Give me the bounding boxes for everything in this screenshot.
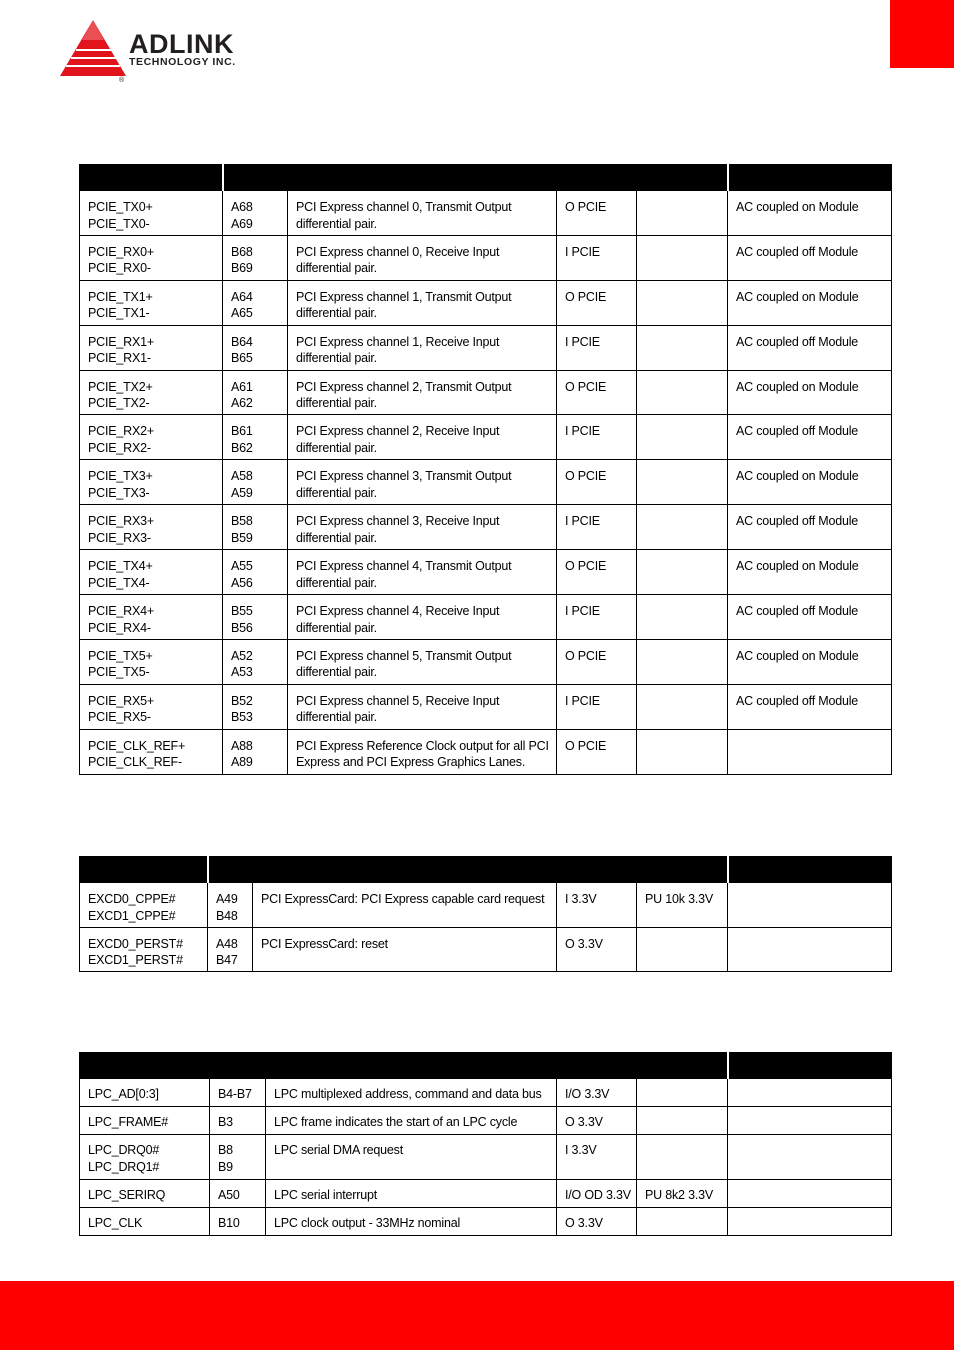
table-row (80, 1135, 892, 1180)
description-cell: PCI Express channel 4, Transmit Output differential pair. (288, 550, 557, 595)
header-cell (728, 1052, 892, 1079)
description-cell: PCI Express channel 1, Receive Input differential pair. (288, 325, 557, 370)
pin-number-cell: B52 B53 (223, 684, 288, 729)
pin-number-cell: B3 (210, 1107, 266, 1135)
comment-cell: AC coupled on Module (728, 460, 892, 505)
description-cell: PCI Express channel 4, Receive Input differential pair. (288, 595, 557, 640)
header-cell (728, 856, 892, 883)
pin-number-cell: A58 A59 (223, 460, 288, 505)
comment-cell (728, 1208, 892, 1236)
comment-cell: AC coupled off Module (728, 415, 892, 460)
table-row (80, 191, 892, 236)
table-row (80, 595, 892, 640)
table-row (80, 1107, 892, 1135)
pu-pd-cell (637, 370, 728, 415)
io-type-cell: I PCIE (557, 505, 637, 550)
pu-pd-cell: PU 10k 3.3V (637, 883, 728, 928)
header-cell (728, 164, 892, 191)
signal-name-cell: LPC_DRQ0# LPC_DRQ1# (80, 1135, 210, 1180)
io-type-cell: I PCIE (557, 325, 637, 370)
comment-cell: AC coupled on Module (728, 639, 892, 684)
pin-number-cell: A61 A62 (223, 370, 288, 415)
adlink-logo (56, 18, 271, 88)
pu-pd-cell (637, 1135, 728, 1180)
header-cell (80, 856, 208, 883)
table-header-row (80, 1052, 892, 1079)
io-type-cell: O PCIE (557, 191, 637, 236)
io-type-cell: O 3.3V (557, 927, 637, 972)
signal-name-cell: EXCD0_PERST# EXCD1_PERST# (80, 927, 208, 972)
pin-number-cell: B61 B62 (223, 415, 288, 460)
signal-name-cell: PCIE_RX1+ PCIE_RX1- (80, 325, 223, 370)
io-type-cell: I/O 3.3V (557, 1079, 637, 1107)
logo-registered-mark: ® (119, 77, 125, 84)
pin-number-cell: B68 B69 (223, 235, 288, 280)
description-cell: LPC clock output - 33MHz nominal (266, 1208, 557, 1236)
io-type-cell: O PCIE (557, 370, 637, 415)
io-type-cell: O 3.3V (557, 1208, 637, 1236)
pin-number-cell: B58 B59 (223, 505, 288, 550)
table-row (80, 325, 892, 370)
pcie-signals-table (79, 164, 892, 775)
io-type-cell: I 3.3V (557, 883, 637, 928)
signal-name-cell: LPC_SERIRQ (80, 1180, 210, 1208)
io-type-cell: I PCIE (557, 595, 637, 640)
table-row (80, 460, 892, 505)
logo-mark-icon (60, 20, 126, 76)
io-type-cell: O PCIE (557, 550, 637, 595)
comment-cell (728, 1180, 892, 1208)
header-cell (208, 856, 728, 883)
description-cell: PCI ExpressCard: PCI Express capable card request (253, 883, 557, 928)
io-type-cell: I PCIE (557, 684, 637, 729)
pin-number-cell: A55 A56 (223, 550, 288, 595)
footer-bar (0, 1281, 954, 1350)
signal-name-cell: PCIE_RX4+ PCIE_RX4- (80, 595, 223, 640)
description-cell: PCI Express channel 5, Transmit Output differential pair. (288, 639, 557, 684)
io-type-cell: O PCIE (557, 460, 637, 505)
pin-number-cell: A68 A69 (223, 191, 288, 236)
table-row (80, 639, 892, 684)
signal-name-cell: LPC_AD[0:3] (80, 1079, 210, 1107)
comment-cell (728, 883, 892, 928)
io-type-cell: O PCIE (557, 280, 637, 325)
pu-pd-cell (637, 415, 728, 460)
pu-pd-cell: PU 8k2 3.3V (637, 1180, 728, 1208)
table-row (80, 280, 892, 325)
table-row (80, 235, 892, 280)
description-cell: PCI Express channel 2, Receive Input differential pair. (288, 415, 557, 460)
signal-name-cell: PCIE_TX5+ PCIE_TX5- (80, 639, 223, 684)
comment-cell (728, 1135, 892, 1180)
pu-pd-cell (637, 280, 728, 325)
description-cell: PCI Express channel 3, Receive Input differential pair. (288, 505, 557, 550)
description-cell: LPC serial interrupt (266, 1180, 557, 1208)
table-row (80, 729, 892, 774)
comment-cell (728, 927, 892, 972)
pin-number-cell: A52 A53 (223, 639, 288, 684)
table-row (80, 550, 892, 595)
comment-cell: AC coupled on Module (728, 280, 892, 325)
table-row (80, 684, 892, 729)
signal-name-cell: PCIE_TX0+ PCIE_TX0- (80, 191, 223, 236)
pu-pd-cell (637, 191, 728, 236)
comment-cell: AC coupled on Module (728, 191, 892, 236)
io-type-cell: O 3.3V (557, 1107, 637, 1135)
signal-name-cell: PCIE_TX1+ PCIE_TX1- (80, 280, 223, 325)
comment-cell: AC coupled on Module (728, 550, 892, 595)
signal-name-cell: PCIE_CLK_REF+ PCIE_CLK_REF- (80, 729, 223, 774)
signal-name-cell: PCIE_TX4+ PCIE_TX4- (80, 550, 223, 595)
header-cell (80, 1052, 728, 1079)
pu-pd-cell (637, 325, 728, 370)
comment-cell: AC coupled off Module (728, 505, 892, 550)
io-type-cell: O PCIE (557, 639, 637, 684)
table-row (80, 1208, 892, 1236)
signal-name-cell: PCIE_RX3+ PCIE_RX3- (80, 505, 223, 550)
signal-name-cell: EXCD0_CPPE# EXCD1_CPPE# (80, 883, 208, 928)
pin-number-cell: A50 (210, 1180, 266, 1208)
description-cell: PCI Express channel 0, Transmit Output differential pair. (288, 191, 557, 236)
pin-number-cell: A48 B47 (208, 927, 253, 972)
description-cell: PCI Express channel 0, Receive Input differential pair. (288, 235, 557, 280)
signal-name-cell: LPC_CLK (80, 1208, 210, 1236)
table-row (80, 883, 892, 928)
pin-number-cell: B8 B9 (210, 1135, 266, 1180)
description-cell: PCI Express channel 5, Receive Input differential pair. (288, 684, 557, 729)
description-cell: PCI Express channel 1, Transmit Output differential pair. (288, 280, 557, 325)
comment-cell: AC coupled off Module (728, 235, 892, 280)
signal-name-cell: PCIE_RX5+ PCIE_RX5- (80, 684, 223, 729)
pu-pd-cell (637, 1107, 728, 1135)
logo-name: ADLINK (129, 29, 234, 59)
description-cell: LPC serial DMA request (266, 1135, 557, 1180)
pu-pd-cell (637, 235, 728, 280)
table-row (80, 415, 892, 460)
description-cell: PCI ExpressCard: reset (253, 927, 557, 972)
table-row (80, 1180, 892, 1208)
pu-pd-cell (637, 684, 728, 729)
io-type-cell: I 3.3V (557, 1135, 637, 1180)
description-cell: PCI Express Reference Clock output for all PCI Express and PCI Express Graphics Lanes. (288, 729, 557, 774)
comment-cell (728, 729, 892, 774)
io-type-cell: I PCIE (557, 415, 637, 460)
pu-pd-cell (637, 550, 728, 595)
lpc-signals-table (79, 1052, 892, 1236)
header-cell (80, 164, 223, 191)
logo-tagline: TECHNOLOGY INC. (129, 56, 236, 68)
io-type-cell: I/O OD 3.3V (557, 1180, 637, 1208)
comment-cell: AC coupled off Module (728, 325, 892, 370)
comment-cell: AC coupled off Module (728, 595, 892, 640)
signal-name-cell: PCIE_RX0+ PCIE_RX0- (80, 235, 223, 280)
signal-name-cell: PCIE_TX2+ PCIE_TX2- (80, 370, 223, 415)
comment-cell: AC coupled on Module (728, 370, 892, 415)
pu-pd-cell (637, 1079, 728, 1107)
description-cell: LPC frame indicates the start of an LPC cycle (266, 1107, 557, 1135)
pu-pd-cell (637, 639, 728, 684)
description-cell: LPC multiplexed address, command and data bus (266, 1079, 557, 1107)
pin-number-cell: B10 (210, 1208, 266, 1236)
signal-name-cell: PCIE_TX3+ PCIE_TX3- (80, 460, 223, 505)
pin-number-cell: B55 B56 (223, 595, 288, 640)
pu-pd-cell (637, 1208, 728, 1236)
comment-cell (728, 1107, 892, 1135)
pu-pd-cell (637, 927, 728, 972)
corner-tab (890, 0, 954, 68)
signal-name-cell: LPC_FRAME# (80, 1107, 210, 1135)
expresscard-signals-table (79, 856, 892, 972)
io-type-cell: I PCIE (557, 235, 637, 280)
pin-number-cell: A49 B48 (208, 883, 253, 928)
pin-number-cell: B4-B7 (210, 1079, 266, 1107)
pu-pd-cell (637, 729, 728, 774)
pu-pd-cell (637, 460, 728, 505)
table-header-row (80, 164, 892, 191)
pin-number-cell: A88 A89 (223, 729, 288, 774)
table-row (80, 370, 892, 415)
io-type-cell: O PCIE (557, 729, 637, 774)
pu-pd-cell (637, 595, 728, 640)
header-cell (223, 164, 728, 191)
table-row (80, 1079, 892, 1107)
comment-cell: AC coupled off Module (728, 684, 892, 729)
description-cell: PCI Express channel 2, Transmit Output differential pair. (288, 370, 557, 415)
description-cell: PCI Express channel 3, Transmit Output differential pair. (288, 460, 557, 505)
table-row (80, 505, 892, 550)
pu-pd-cell (637, 505, 728, 550)
comment-cell (728, 1079, 892, 1107)
table-header-row (80, 856, 892, 883)
signal-name-cell: PCIE_RX2+ PCIE_RX2- (80, 415, 223, 460)
pin-number-cell: A64 A65 (223, 280, 288, 325)
table-row (80, 927, 892, 972)
pin-number-cell: B64 B65 (223, 325, 288, 370)
